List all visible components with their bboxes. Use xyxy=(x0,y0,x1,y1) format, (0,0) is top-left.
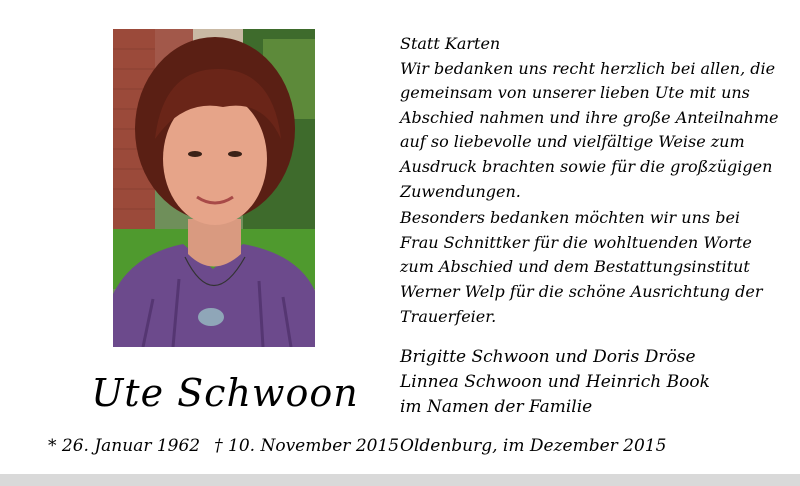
opening-line: Statt Karten xyxy=(400,34,501,53)
thank-you-message xyxy=(400,32,792,329)
signature-line: Linnea Schwoon und Heinrich Book xyxy=(400,372,710,392)
message-line: Trauerfeier. xyxy=(400,306,497,326)
signature-line: Brigitte Schwoon und Doris Dröse xyxy=(400,347,696,367)
death-date: † 10. November 2015 xyxy=(214,436,400,456)
birth-date: * 26. Januar 1962 xyxy=(48,436,201,456)
message-line: Wir bedanken uns recht herzlich bei allen, die xyxy=(400,58,776,78)
place-and-date: Oldenburg, im Dezember 2015 xyxy=(400,436,667,456)
message-line: Frau Schnittker für die wohltuenden Worte xyxy=(400,232,752,252)
message-line: Ausdruck brachten sowie für die großzügigen xyxy=(400,156,773,176)
deceased-name: Ute Schwoon xyxy=(91,371,359,415)
message-line: Besonders bedanken möchten wir uns bei xyxy=(400,208,741,228)
life-dates xyxy=(48,434,400,458)
message-line: Abschied nahmen und ihre große Anteilnahme xyxy=(400,107,779,127)
bottom-border xyxy=(0,474,800,486)
portrait-photo xyxy=(113,29,315,347)
message-line: gemeinsam von unserer lieben Ute mit uns xyxy=(400,83,750,103)
message-line: zum Abschied und dem Bestattungsinstitut xyxy=(400,257,750,277)
portrait-photo-icon xyxy=(113,29,315,347)
message-line: Zuwendungen. xyxy=(400,181,521,201)
message-line: Werner Welp für die schöne Ausrichtung der xyxy=(400,281,763,301)
family-signature xyxy=(400,345,792,420)
message-line: auf so liebevolle und vielfältige Weise zum xyxy=(400,132,745,152)
signature-line: im Namen der Familie xyxy=(400,397,593,417)
